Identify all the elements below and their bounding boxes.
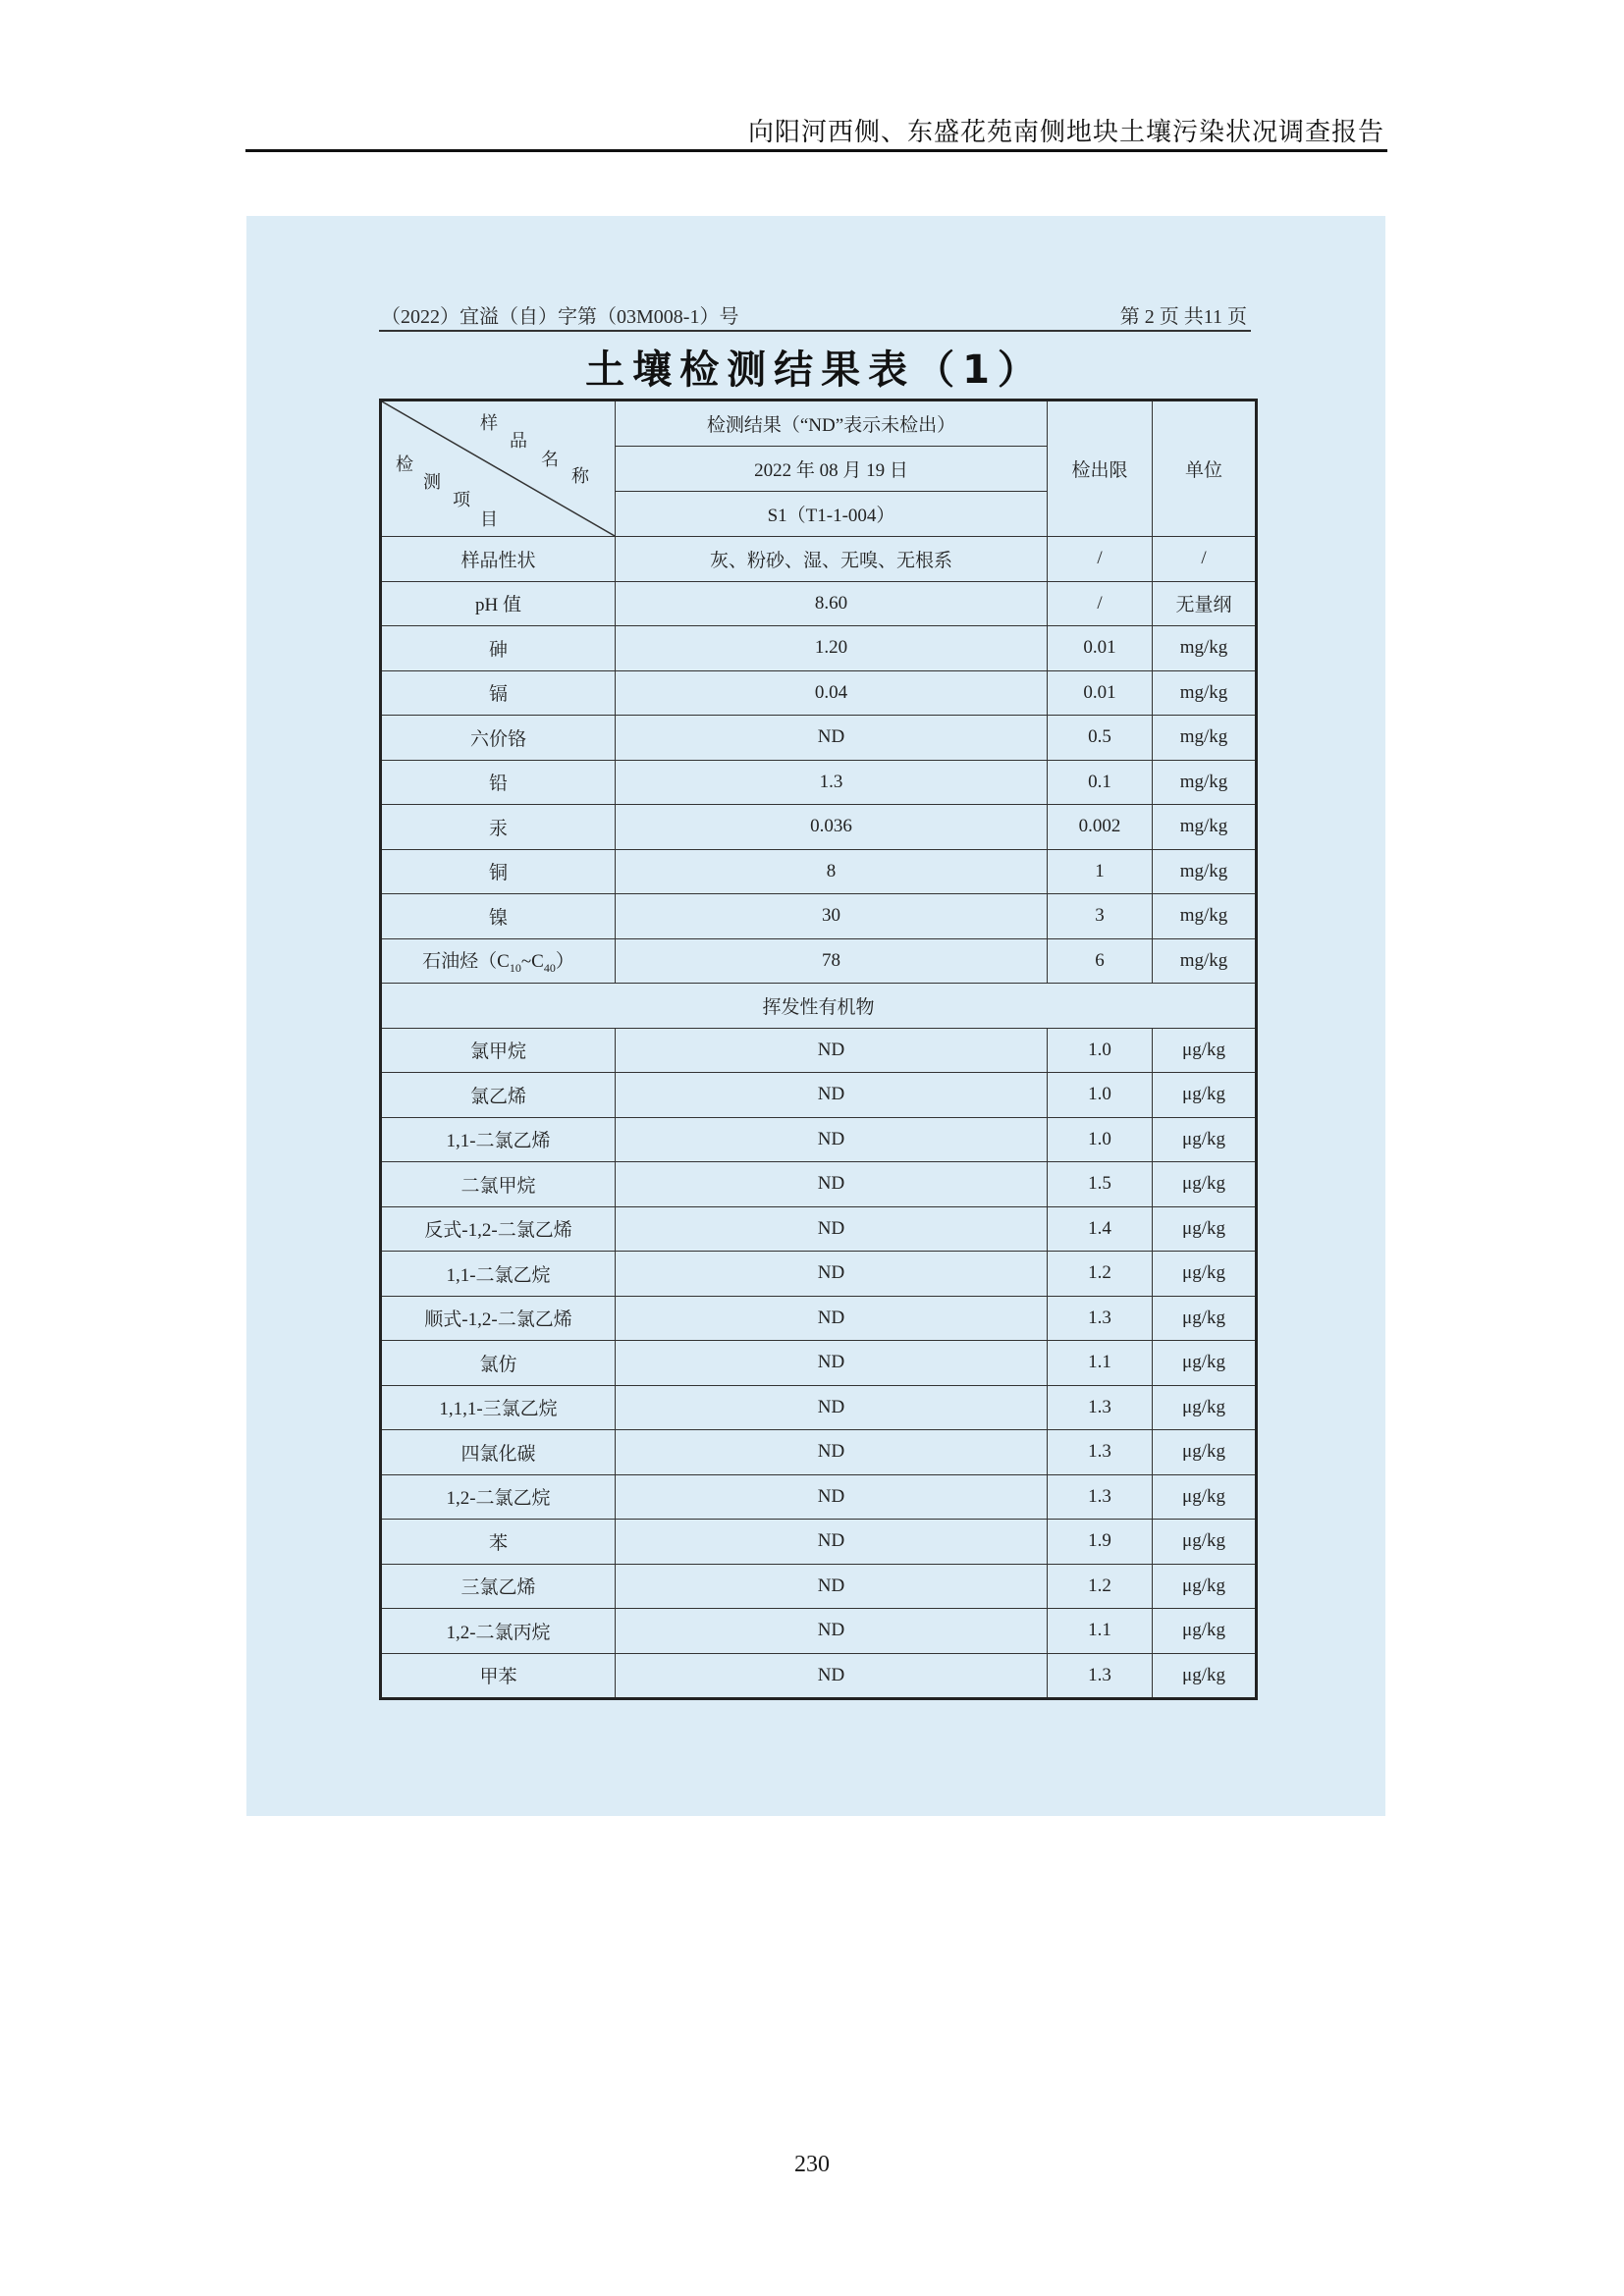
cell-result: ND — [616, 1252, 1048, 1297]
cell-unit: μg/kg — [1153, 1296, 1257, 1341]
cell-result: ND — [616, 1296, 1048, 1341]
cell-limit: 1.3 — [1048, 1430, 1153, 1475]
cell-item: 氯仿 — [381, 1341, 616, 1386]
cell-result: ND — [616, 1206, 1048, 1252]
table-row — [381, 1385, 1257, 1430]
cell-result: ND — [616, 1117, 1048, 1162]
report-number: （2022）宜溢（自）字第（03M008-1）号 — [381, 306, 739, 328]
cell-limit: 1.1 — [1048, 1609, 1153, 1654]
cell-item: 砷 — [381, 626, 616, 671]
cell-result: ND — [616, 1653, 1048, 1699]
cell-item: 顺式-1,2-二氯乙烯 — [381, 1296, 616, 1341]
cell-limit: 3 — [1048, 894, 1153, 939]
cell-limit: 1 — [1048, 849, 1153, 894]
tph-label-part: 10 — [509, 960, 521, 975]
cell-item: 反式-1,2-二氯乙烯 — [381, 1206, 616, 1252]
cell-unit: μg/kg — [1153, 1474, 1257, 1520]
cell-item: pH 值 — [381, 581, 616, 626]
tph-label-part: 40 — [543, 960, 556, 975]
sample-id: S1（T1-1-004） — [616, 492, 1048, 537]
unit-header: 单位 — [1153, 400, 1257, 537]
cell-result: ND — [616, 1430, 1048, 1475]
cell-unit: μg/kg — [1153, 1028, 1257, 1073]
cell-item: 三氯乙烯 — [381, 1564, 616, 1609]
table-row — [381, 1073, 1257, 1118]
cell-unit: μg/kg — [1153, 1520, 1257, 1565]
table-row — [381, 1252, 1257, 1297]
table-row — [381, 1609, 1257, 1654]
table-row — [381, 1341, 1257, 1386]
tph-label-part: ） — [555, 950, 574, 972]
header-rule — [245, 149, 1387, 152]
cell-item: 二氯甲烷 — [381, 1162, 616, 1207]
cell-result: 1.20 — [616, 626, 1048, 671]
page-count: 第 2 页 共11 页 — [1119, 306, 1247, 328]
cell-limit: 0.5 — [1048, 716, 1153, 761]
cell-result: 8.60 — [616, 581, 1048, 626]
cell-result: 0.036 — [616, 805, 1048, 850]
table-row — [381, 1430, 1257, 1475]
limit-header: 检出限 — [1048, 400, 1153, 537]
table-row — [381, 1206, 1257, 1252]
cell-result: ND — [616, 1162, 1048, 1207]
cell-item: 1,1-二氯乙烯 — [381, 1117, 616, 1162]
cell-result: 1.3 — [616, 760, 1048, 805]
cell-limit: 0.1 — [1048, 760, 1153, 805]
cell-unit: μg/kg — [1153, 1385, 1257, 1430]
cell-item — [381, 938, 616, 984]
table-row — [381, 894, 1257, 939]
diag-label: 名 — [541, 450, 559, 469]
cell-unit: / — [1153, 537, 1257, 582]
cell-limit: 1.0 — [1048, 1073, 1153, 1118]
cell-unit: 无量纲 — [1153, 581, 1257, 626]
result-header: 检测结果（“ND”表示未检出） — [616, 400, 1048, 447]
cell-unit: μg/kg — [1153, 1252, 1257, 1297]
cell-unit: mg/kg — [1153, 626, 1257, 671]
section-row — [381, 984, 1257, 1029]
cell-item: 汞 — [381, 805, 616, 850]
cell-unit: μg/kg — [1153, 1206, 1257, 1252]
document-title: 土壤检测结果表（1） — [585, 347, 1045, 393]
results-table — [379, 399, 1258, 1700]
cell-limit: 1.3 — [1048, 1653, 1153, 1699]
cell-unit: μg/kg — [1153, 1564, 1257, 1609]
cell-unit: μg/kg — [1153, 1341, 1257, 1386]
cell-item: 样品性状 — [381, 537, 616, 582]
page-number: 230 — [794, 2152, 830, 2177]
cell-unit: mg/kg — [1153, 760, 1257, 805]
cell-limit: 1.3 — [1048, 1296, 1153, 1341]
table-row — [381, 1564, 1257, 1609]
cell-unit: μg/kg — [1153, 1609, 1257, 1654]
page-header: 向阳河西侧、东盛花苑南侧地块土壤污染状况调查报告 — [747, 118, 1384, 146]
cell-unit: mg/kg — [1153, 670, 1257, 716]
cell-item: 1,1,1-三氯乙烷 — [381, 1385, 616, 1430]
cell-item: 苯 — [381, 1520, 616, 1565]
cell-result: ND — [616, 1564, 1048, 1609]
cell-item: 镍 — [381, 894, 616, 939]
cell-limit: 1.5 — [1048, 1162, 1153, 1207]
cell-result: ND — [616, 1341, 1048, 1386]
cell-result: 0.04 — [616, 670, 1048, 716]
table-row — [381, 1520, 1257, 1565]
cell-item: 1,2-二氯丙烷 — [381, 1609, 616, 1654]
cell-unit: μg/kg — [1153, 1162, 1257, 1207]
cell-unit: mg/kg — [1153, 894, 1257, 939]
cell-limit: 1.9 — [1048, 1520, 1153, 1565]
table-row — [381, 938, 1257, 984]
diag-label: 样 — [480, 413, 498, 433]
cell-result: ND — [616, 1520, 1048, 1565]
diag-label: 测 — [423, 472, 441, 492]
cell-result: 8 — [616, 849, 1048, 894]
sample-date: 2022 年 08 月 19 日 — [616, 447, 1048, 492]
table-row — [381, 581, 1257, 626]
cell-result: ND — [616, 716, 1048, 761]
cell-unit: mg/kg — [1153, 716, 1257, 761]
cell-item: 铜 — [381, 849, 616, 894]
cell-result: ND — [616, 1028, 1048, 1073]
cell-limit: 6 — [1048, 938, 1153, 984]
cell-result: 30 — [616, 894, 1048, 939]
cell-item: 铅 — [381, 760, 616, 805]
cell-limit: 1.0 — [1048, 1028, 1153, 1073]
cell-unit: μg/kg — [1153, 1430, 1257, 1475]
table-row — [381, 760, 1257, 805]
cell-item: 镉 — [381, 670, 616, 716]
tph-label-part: 石油烃（C — [422, 950, 510, 972]
cell-limit: 1.2 — [1048, 1252, 1153, 1297]
cell-item: 六价铬 — [381, 716, 616, 761]
cell-limit: 1.0 — [1048, 1117, 1153, 1162]
table-row — [381, 670, 1257, 716]
cell-result: ND — [616, 1609, 1048, 1654]
table-row — [381, 716, 1257, 761]
cell-limit: 1.2 — [1048, 1564, 1153, 1609]
table-row — [381, 1117, 1257, 1162]
cell-item: 1,1-二氯乙烷 — [381, 1252, 616, 1297]
diag-label: 检 — [396, 454, 413, 474]
table-row — [381, 1028, 1257, 1073]
table-row — [381, 1296, 1257, 1341]
cell-result: ND — [616, 1073, 1048, 1118]
scan-rule — [379, 330, 1251, 332]
cell-unit: μg/kg — [1153, 1653, 1257, 1699]
cell-unit: mg/kg — [1153, 805, 1257, 850]
table-row — [381, 1474, 1257, 1520]
cell-limit: / — [1048, 581, 1153, 626]
table-row — [381, 1162, 1257, 1207]
table-row — [381, 537, 1257, 582]
cell-limit: 0.01 — [1048, 626, 1153, 671]
section-voc-label: 挥发性有机物 — [381, 984, 1257, 1029]
cell-item: 四氯化碳 — [381, 1430, 616, 1475]
cell-limit: 1.3 — [1048, 1385, 1153, 1430]
cell-item: 甲苯 — [381, 1653, 616, 1699]
diag-label: 称 — [571, 466, 589, 486]
cell-unit: μg/kg — [1153, 1117, 1257, 1162]
diagonal-header-cell — [381, 400, 616, 537]
cell-result: 78 — [616, 938, 1048, 984]
tph-label-part: ~C — [520, 950, 544, 972]
cell-unit: mg/kg — [1153, 938, 1257, 984]
cell-item: 1,2-二氯乙烷 — [381, 1474, 616, 1520]
cell-result: 灰、粉砂、湿、无嗅、无根系 — [616, 537, 1048, 582]
cell-limit: / — [1048, 537, 1153, 582]
diag-label: 目 — [480, 509, 498, 529]
cell-result: ND — [616, 1474, 1048, 1520]
cell-limit: 1.3 — [1048, 1474, 1153, 1520]
cell-result: ND — [616, 1385, 1048, 1430]
diag-label: 品 — [510, 431, 527, 451]
cell-item: 氯乙烯 — [381, 1073, 616, 1118]
cell-limit: 1.1 — [1048, 1341, 1153, 1386]
cell-limit: 1.4 — [1048, 1206, 1153, 1252]
table-row — [381, 805, 1257, 850]
cell-limit: 0.01 — [1048, 670, 1153, 716]
table-row — [381, 849, 1257, 894]
table-row — [381, 626, 1257, 671]
diag-label: 项 — [453, 490, 470, 509]
cell-item: 氯甲烷 — [381, 1028, 616, 1073]
cell-limit: 0.002 — [1048, 805, 1153, 850]
cell-unit: mg/kg — [1153, 849, 1257, 894]
cell-unit: μg/kg — [1153, 1073, 1257, 1118]
table-row — [381, 1653, 1257, 1699]
